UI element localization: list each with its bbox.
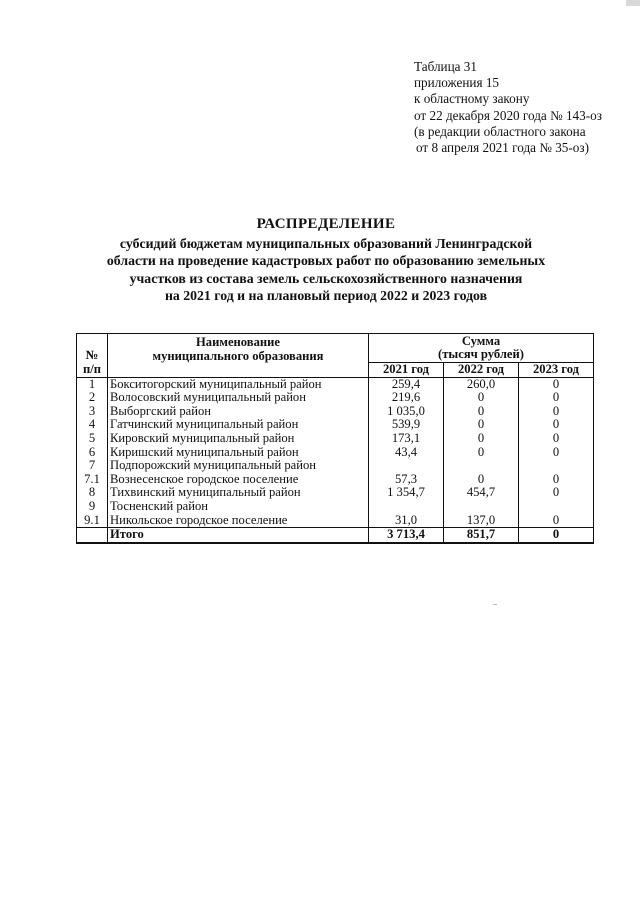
table-row — [77, 377, 594, 391]
value-2021: 1 354,7 — [369, 486, 444, 500]
value-2022: 0 — [444, 446, 519, 460]
value-2023: 0 — [519, 405, 594, 419]
row-number: 7.1 — [77, 473, 108, 487]
value-2021 — [369, 500, 444, 514]
value-2023: 0 — [519, 486, 594, 500]
value-2021: 31,0 — [369, 514, 444, 528]
appendix-line: от 22 декабря 2020 года № 143-оз — [414, 107, 602, 123]
appendix-line: Таблица 31 — [414, 59, 477, 74]
row-number: 9.1 — [77, 514, 108, 528]
table-row — [77, 432, 594, 446]
title-line: области на проведение кадастровых работ по образованию земельных — [106, 253, 546, 269]
header-year-2023: 2023 год — [519, 363, 594, 378]
value-2022 — [444, 500, 519, 514]
header-sum: Сумма (тысяч рублей) — [369, 334, 594, 363]
value-2022: 0 — [444, 405, 519, 419]
value-2022: 0 — [444, 473, 519, 487]
appendix-line: от 8 апреля 2021 года № 35-оз) — [416, 140, 589, 156]
total-2021: 3 713,4 — [369, 528, 444, 543]
value-2023: 0 — [519, 473, 594, 487]
municipality-name: Киришский муниципальный район — [108, 446, 369, 460]
row-number: 8 — [77, 486, 108, 500]
municipality-name: Кировский муниципальный район — [108, 432, 369, 446]
row-number: 7 — [77, 459, 108, 473]
table-row — [77, 459, 594, 473]
value-2022: 0 — [444, 391, 519, 405]
value-2023 — [519, 459, 594, 473]
value-2023: 0 — [519, 377, 594, 391]
value-2021: 539,9 — [369, 418, 444, 432]
municipality-name: Тосненский район — [108, 500, 369, 514]
total-label: Итого — [108, 528, 369, 543]
appendix-line: к областному закону — [414, 91, 530, 107]
row-number: 1 — [77, 377, 108, 391]
value-2023: 0 — [519, 418, 594, 432]
document-title — [60, 216, 592, 304]
value-2021: 219,6 — [369, 391, 444, 405]
table-row — [77, 405, 594, 419]
header-year-2021: 2021 год — [369, 363, 444, 378]
value-2023: 0 — [519, 432, 594, 446]
table-row — [77, 391, 594, 405]
value-2023: 0 — [519, 446, 594, 460]
subsidy-table — [76, 333, 594, 544]
title-main: РАСПРЕДЕЛЕНИЕ — [256, 216, 396, 232]
title-line: участков из состава земель сельскохозяйственного назначения — [129, 270, 523, 286]
value-2022: 454,7 — [444, 486, 519, 500]
value-2021: 43,4 — [369, 446, 444, 460]
value-2022: 260,0 — [444, 377, 519, 391]
row-number: 9 — [77, 500, 108, 514]
header-number: № п/п — [77, 334, 108, 378]
table-row — [77, 500, 594, 514]
municipality-name: Тихвинский муниципальный район — [108, 486, 369, 500]
value-2023: 0 — [519, 514, 594, 528]
municipality-name: Выборгский район — [108, 405, 369, 419]
municipality-name: Гатчинский муниципальный район — [108, 418, 369, 432]
municipality-name: Волосовский муниципальный район — [108, 391, 369, 405]
table-row — [77, 446, 594, 460]
total-number-cell — [77, 528, 108, 543]
municipality-name: Вознесенское городское поселение — [108, 473, 369, 487]
total-2023: 0 — [519, 528, 594, 543]
header-year-2022: 2022 год — [444, 363, 519, 378]
row-number: 6 — [77, 446, 108, 460]
total-2022: 851,7 — [444, 528, 519, 543]
value-2022 — [444, 459, 519, 473]
header-name: Наименование муниципального образования — [108, 334, 369, 378]
value-2023 — [519, 500, 594, 514]
row-number: 2 — [77, 391, 108, 405]
value-2021: 259,4 — [369, 377, 444, 391]
table-row — [77, 486, 594, 500]
value-2023: 0 — [519, 391, 594, 405]
title-line: на 2021 год и на плановый период 2022 и 2023 годов — [164, 287, 488, 303]
table-row — [77, 473, 594, 487]
table-row — [77, 514, 594, 528]
scan-speck — [493, 604, 497, 605]
value-2021 — [369, 459, 444, 473]
row-number: 5 — [77, 432, 108, 446]
page-corner-mark — [626, 0, 640, 6]
row-number: 3 — [77, 405, 108, 419]
municipality-name: Подпорожский муниципальный район — [108, 459, 369, 473]
municipality-name: Бокситогорский муниципальный район — [108, 377, 369, 391]
title-line: субсидий бюджетам муниципальных образований Ленинградской — [119, 236, 533, 252]
value-2022: 0 — [444, 418, 519, 432]
appendix-line: (в редакции областного закона — [414, 123, 586, 139]
appendix-line: приложения 15 — [414, 75, 500, 91]
value-2021: 1 035,0 — [369, 405, 444, 419]
table-row — [77, 418, 594, 432]
value-2022: 0 — [444, 432, 519, 446]
value-2022: 137,0 — [444, 514, 519, 528]
total-row — [77, 528, 594, 543]
row-number: 4 — [77, 418, 108, 432]
municipality-name: Никольское городское поселение — [108, 514, 369, 528]
appendix-reference — [414, 59, 629, 156]
value-2021: 173,1 — [369, 432, 444, 446]
value-2021: 57,3 — [369, 473, 444, 487]
